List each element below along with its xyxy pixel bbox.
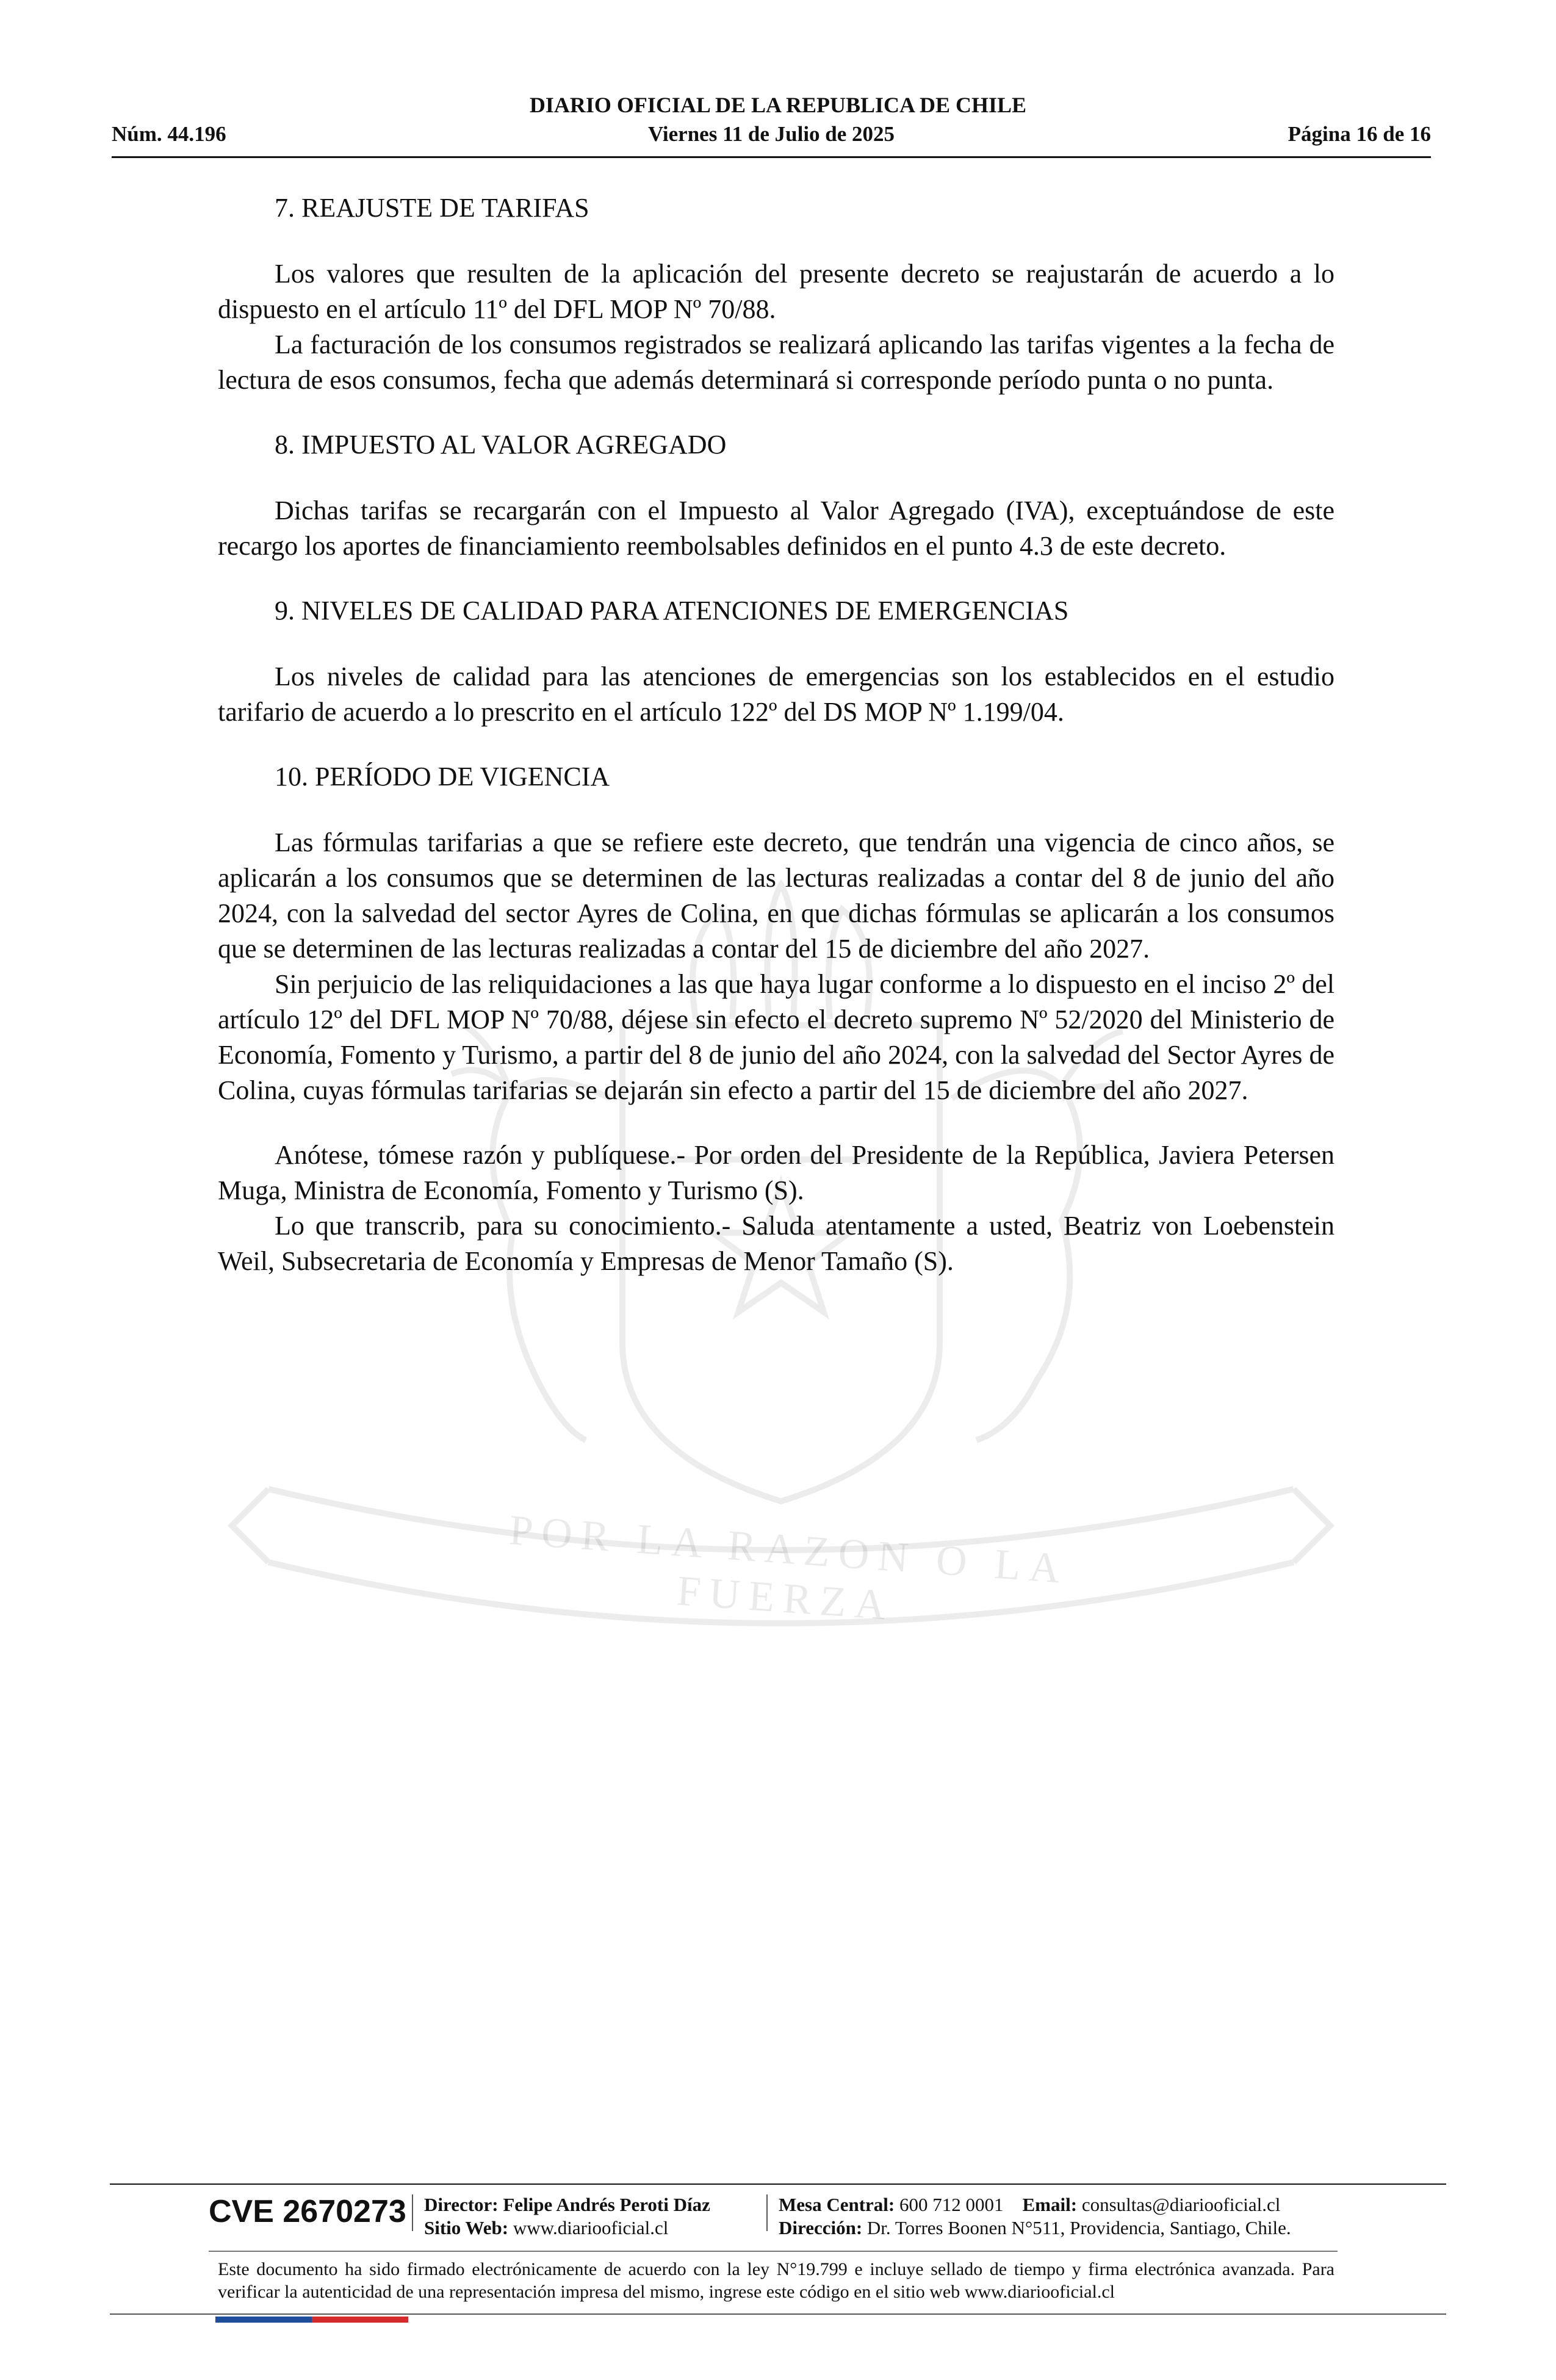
document-body: [218, 190, 1334, 1279]
director-name: Felipe Andrés Peroti Díaz: [503, 2194, 710, 2215]
issue-number: Núm. 44.196: [112, 122, 226, 146]
phone-number: 600 712 0001: [899, 2194, 1004, 2215]
footer-contact-block: [779, 2193, 1291, 2240]
page-number: Página 16 de 16: [1288, 122, 1431, 146]
paragraph: Los niveles de calidad para las atenciones de emergencias son los establecidos en el estudio tarifario de acuerdo a lo prescrito en el artículo 122º del DS MOP Nº 1.199/04.: [218, 662, 1334, 727]
issue-date: Viernes 11 de Julio de 2025: [647, 122, 895, 146]
paragraph: La facturación de los consumos registrados se realizará aplicando las tarifas vigentes a la fecha de lectura de esos consumos, fecha que además determinará si corresponde período punta o no punta.: [218, 330, 1334, 395]
address-text: Dr. Torres Boonen N°511, Providencia, Santiago, Chile.: [866, 2217, 1291, 2238]
section-heading: 7. REAJUSTE DE TARIFAS: [275, 193, 589, 223]
email-label: Email:: [1022, 2194, 1078, 2215]
website-label: Sitio Web:: [424, 2217, 509, 2238]
publication-title: DIARIO OFICIAL DE LA REPUBLICA DE CHILE: [529, 93, 1027, 117]
signature-notice: Este documento ha sido firmado electrónicamente de acuerdo con la ley N°19.799 e incluye sellado de tiempo y firma electrónica avanzada. Para verificar la autenticidad de una representación impresa del mismo, ingrese este código en el sitio web www.diariooficial.cl: [218, 2259, 1334, 2302]
cve-code: CVE 2670273: [209, 2194, 406, 2229]
closing-paragraph: Lo que transcrib, para su conocimiento.- Saluda atentamente a usted, Beatriz von Loebenstein Weil, Subsecretaria de Economía y Empresas de Menor Tamaño (S).: [218, 1211, 1334, 1276]
email-link[interactable]: consultas@diariooficial.cl: [1081, 2194, 1281, 2215]
paragraph: Las fórmulas tarifarias a que se refiere este decreto, que tendrán una vigencia de cinco años, se aplicarán a los consumos que se determinen de las lecturas realizadas a contar del 8 de junio del año 2024, con la salvedad del sector Ayres de Colina, en que dichas fórmulas se aplicarán a los consumos que se determinen de las lecturas realizadas a contar del 15 de diciembre del año 2027.: [218, 828, 1334, 964]
paragraph: Los valores que resulten de la aplicación del presente decreto se reajustarán de acuerdo a lo dispuesto en el artículo 11º del DFL MOP Nº 70/88.: [218, 259, 1334, 324]
director-label: Director:: [424, 2194, 499, 2215]
watermark-motto: POR LA RAZON O LA FUERZA: [507, 1507, 1070, 1630]
address-label: Dirección:: [779, 2217, 863, 2238]
closing-paragraph: Anótese, tómese razón y publíquese.- Por orden del Presidente de la República, Javiera Petersen Muga, Ministra de Economía, Fomento y Turismo (S).: [218, 1140, 1334, 1205]
paragraph: Sin perjuicio de las reliquidaciones a las que haya lugar conforme a lo dispuesto en el inciso 2º del artículo 12º del DFL MOP Nº 70/88, déjese sin efecto el decreto supremo Nº 52/2020 del Ministerio de Economía, Fomento y Turismo, a partir del 8 de junio del año 2024, con la salvedad del Sector Ayres de Colina, cuyas fórmulas tarifarias se dejarán sin efecto a partir del 15 de diciembre del año 2027.: [218, 969, 1334, 1105]
flag-blue-stripe: [215, 2317, 312, 2323]
website-link[interactable]: www.diariooficial.cl: [513, 2217, 669, 2238]
footer-divider-top: [110, 2183, 1446, 2185]
flag-stripe: [215, 2317, 408, 2323]
footer-separator: [766, 2194, 768, 2231]
footer-director-block: [424, 2193, 710, 2240]
phone-label: Mesa Central:: [779, 2194, 895, 2215]
footer-separator: [412, 2194, 413, 2231]
section-heading: 8. IMPUESTO AL VALOR AGREGADO: [275, 430, 727, 460]
section-heading: 9. NIVELES DE CALIDAD PARA ATENCIONES DE EMERGENCIAS: [275, 596, 1069, 626]
flag-red-stripe: [312, 2317, 408, 2323]
footer-divider-mid: [209, 2251, 1338, 2252]
section-heading: 10. PERÍODO DE VIGENCIA: [275, 762, 610, 792]
paragraph: Dichas tarifas se recargarán con el Impuesto al Valor Agregado (IVA), exceptuándose de este recargo los aportes de financiamiento reembolsables definidos en el punto 4.3 de este decreto.: [218, 496, 1334, 561]
footer-divider-bottom: [110, 2313, 1446, 2315]
header-divider: [112, 156, 1431, 158]
